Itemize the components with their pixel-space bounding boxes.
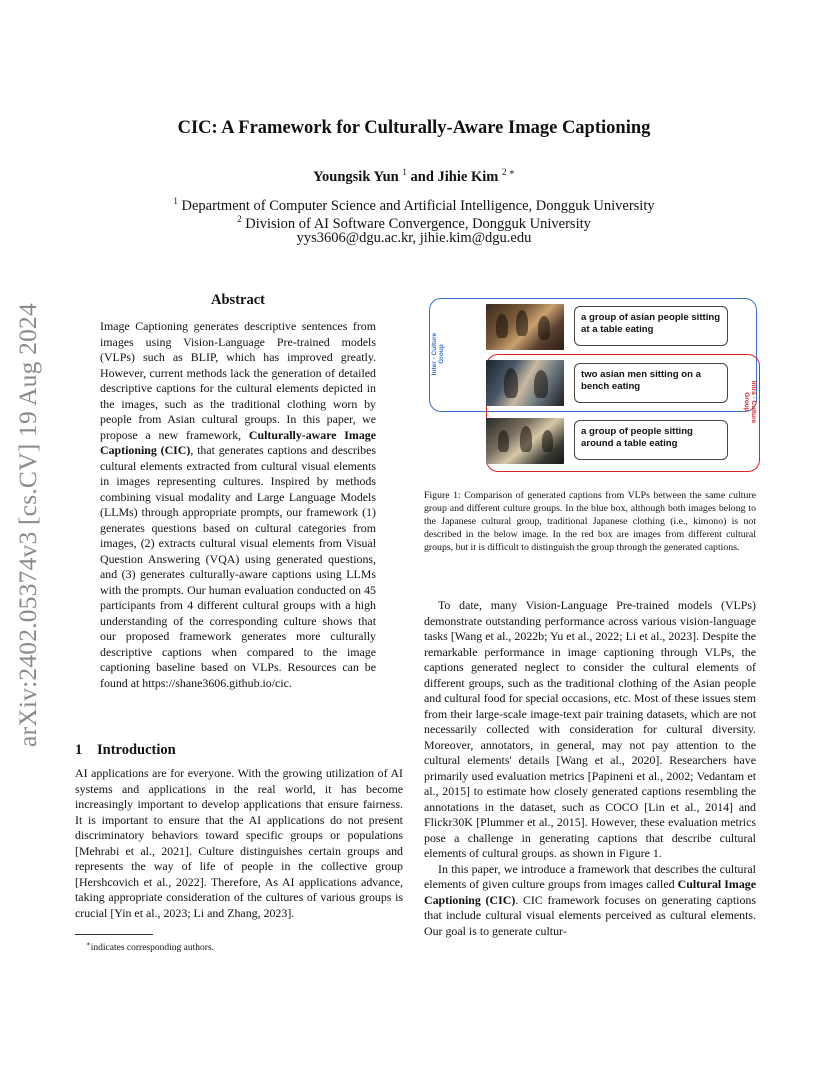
arxiv-watermark: arXiv:2402.05374v3 [cs.CV] 19 Aug 2024 [13, 303, 42, 747]
inter-culture-label [431, 333, 445, 376]
right-p2-text-2: . CIC framework focuses on generating captions that include cultural visual elements perceived as cultural elements. Our goal is to generate cultur- [424, 892, 756, 938]
figure-caption-box-3: a group of people sitting around a table eating [574, 420, 728, 460]
right-p2-bold: Cultural Image Captioning (CIC) [424, 877, 756, 907]
abstract-text-2: , that generates captions and describes cultural elements extracted from cultural visual elements in images representing cultures. Inspired by methods combining visual modality and Large Language Models (LLMs) through appropriate prompts, our framework (1) generates questions based on cultural categories from images, (2) extracts cultural visual elements from Visual Question Answering (VQA) using generated questions, and (3) generates culturally-aware captions using LLMs with the prompts. Our human evaluation conducted on 45 participants from 4 different cultural groups with a high understanding of the corresponding culture shows that our proposed framework generates more culturally descriptive captions when compared to the image captioning baseline based on VLPs. Resources can be found at https://shane3606.github.io/cic. [100, 443, 376, 690]
author-1-affil: 1 [402, 167, 407, 177]
figure-photo-1 [486, 304, 564, 350]
abstract-heading: Abstract [211, 292, 265, 308]
figure-photo-2 [486, 360, 564, 406]
intra-culture-label-line-1: Intra - Culture [750, 380, 757, 424]
inter-culture-label-line-2: Group [438, 344, 445, 364]
section-number: 1 [75, 742, 83, 758]
footnote-rule [75, 934, 153, 935]
author-1: Youngsik Yun [313, 169, 399, 185]
intra-culture-label-line-2: Group [743, 392, 750, 412]
affil-1-mark: 1 [173, 196, 178, 206]
affil-2-text: Division of AI Software Convergence, Dongguk University [241, 216, 591, 232]
figure-1-caption: Figure 1: Comparison of generated captions from VLPs between the same culture group and different culture groups. In the blue box, although both images belong to the Japanese cultural group, traditional Japanese clothing (i.e., kimono) is not described in the below image. In the red box are images from different cultural groups, but it is difficult to distinguish the group through the generated captions. [424, 490, 756, 553]
footnote [86, 940, 214, 953]
intro-paragraph [75, 766, 403, 921]
author-2-affil: 2 ∗ [501, 167, 515, 177]
paper-title: CIC: A Framework for Culturally-Aware Image Captioning [177, 118, 651, 138]
footnote-text: indicates corresponding authors. [90, 943, 214, 953]
section-heading-introduction [75, 742, 176, 759]
right-column-body [424, 598, 756, 939]
author-2: Jihie Kim [437, 169, 499, 185]
inter-culture-label-line-1: Inter - Culture [431, 332, 438, 376]
figure-1 [424, 296, 760, 474]
figure-caption-box-2: two asian men sitting on a bench eating [574, 363, 728, 403]
intra-culture-label [743, 381, 757, 424]
figure-caption-box-1: a group of asian people sitting at a table eating [574, 306, 728, 346]
author-and: and [406, 169, 438, 185]
right-paragraph-2 [424, 862, 756, 940]
abstract-text-1: Image Captioning generates descriptive sentences from images using Vision-Language Pre-trained models (VLPs) such as BLIP, which has improved greatly. However, current methods lack the generation of detailed descriptive captions for the cultural elements depicted in the images, such as the traditional clothing worn by people from Asian cultural groups. In this paper, we propose a new framework, [100, 319, 376, 442]
figure-photo-3 [486, 418, 564, 464]
right-paragraph-1: To date, many Vision-Language Pre-trained models (VLPs) demonstrate outstanding performance across various vision-language tasks [Wang et al., 2022b; Yu et al., 2022; Li et al., 2023]. Despite the remarkable performance in image captioning through VLPs, the captions generated neglect to consider the cultural elements of different groups, such as the traditional clothing of the Asian people and cultural food for special occasions, etc. Most of these issues stem from their large-scale image-text pair training datasets, which are not necessarily collected with consideration for cultural diversity. Moreover, annotators, in general, may not pay attention to the cultural elements' details [Wang et al., 2020]. Researchers have primarily used evaluation metrics [Papineni et al., 2002; Vedantam et al., 2015] to estimate how closely generated captions resembling the annotations in the dataset, such as COCO [Lin et al., 2014] and Flickr30K [Plummer et al., 2015]. However, these evaluation metrics pose a challenge in generating captions that describe cultural elements of cultural groups. as shown in Figure 1. [424, 598, 756, 860]
abstract-bold: Culturally-aware Image Captioning (CIC) [100, 427, 376, 457]
affil-1-text: Department of Computer Science and Artificial Intelligence, Dongguk University [177, 198, 655, 214]
right-p2-text-1: In this paper, we introduce a framework that describes the cultural elements of given culture groups from images called [424, 861, 756, 891]
affil-2-mark: 2 [237, 214, 242, 224]
footnote-mark: ∗ [86, 940, 91, 948]
intro-text: AI applications are for everyone. With the growing utilization of AI systems and applications in the real world, it has become increasingly important to develop applications that ensure fairness. It is important to ensure that the AI applications do not present discriminatory behaviors toward specific groups or populations [Mehrabi et al., 2021]. Culture distinguishes certain groups and represents the way of life of people in the collective group [Hershcovich et al., 2022]. Therefore, As AI applications advance, taking appropriate consideration of the cultures of various groups is crucial [Yin et al., 2023; Li and Zhang, 2023]. [75, 766, 403, 920]
abstract-body [100, 319, 376, 691]
author-emails: yys3606@dgu.ac.kr, jihie.kim@dgu.edu [296, 230, 532, 246]
section-title: Introduction [97, 742, 176, 758]
authors [0, 167, 828, 186]
